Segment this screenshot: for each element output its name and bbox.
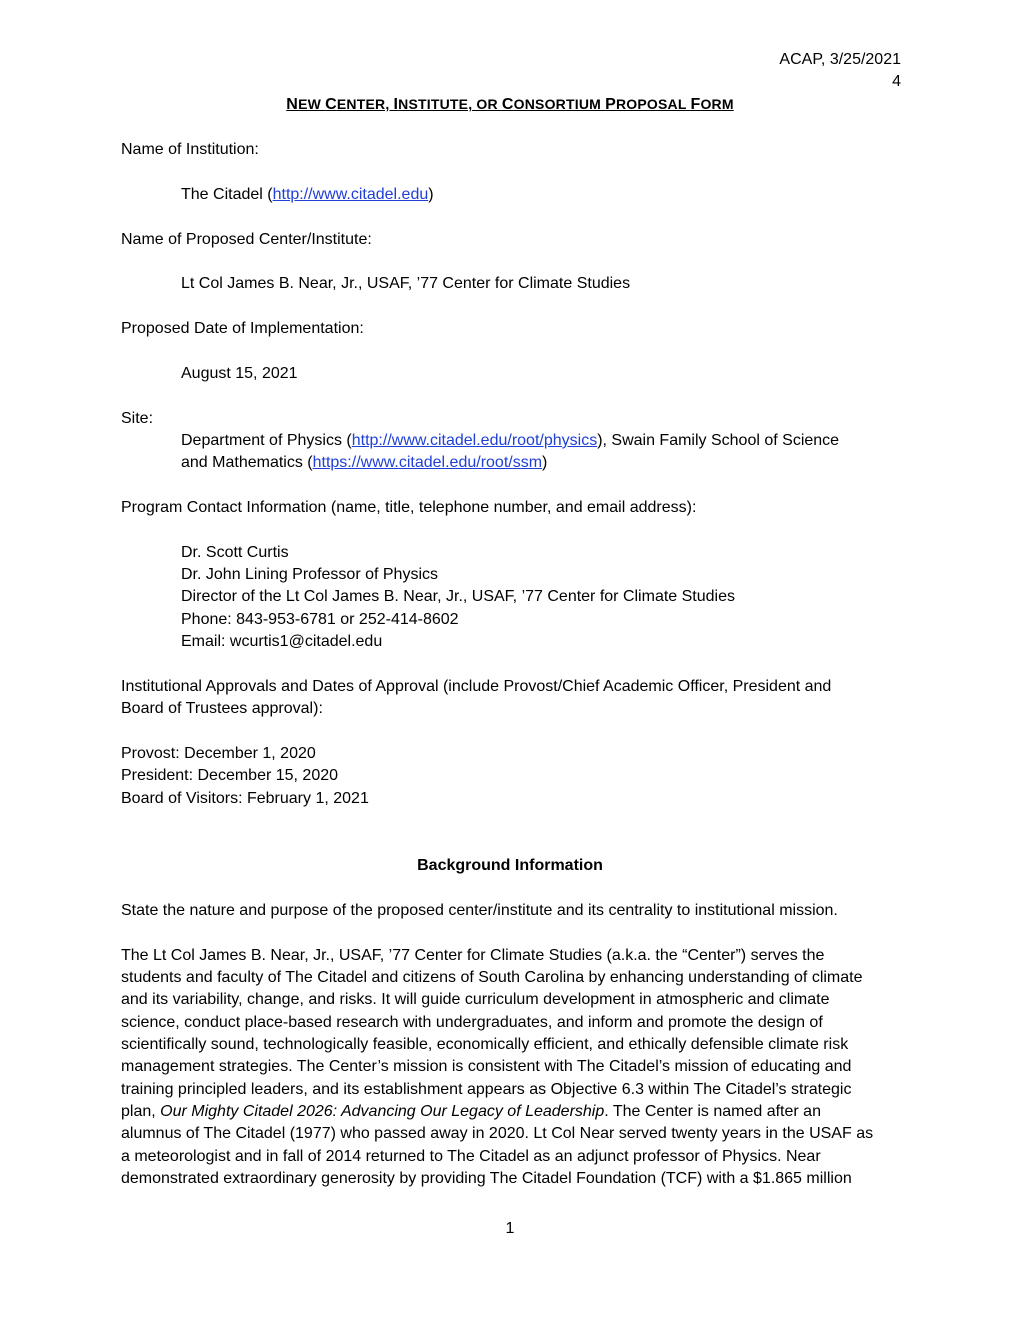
page-header bbox=[779, 49, 901, 93]
center-value: Lt Col James B. Near, Jr., USAF, ’77 Center for Climate Studies bbox=[181, 275, 631, 292]
approval-board: Board of Visitors: February 1, 2021 bbox=[121, 790, 369, 807]
background-line: training principled leaders, and its establishment appears as Objective 6.3 within The Citadel’s strategic bbox=[121, 1081, 852, 1098]
site-department: Department of Physics ( bbox=[181, 432, 352, 449]
title-cap: C bbox=[325, 96, 337, 113]
site-line-1 bbox=[181, 430, 911, 453]
background-line: demonstrated extraordinary generosity by providing The Citadel Foundation (TCF) with a $1.865 million bbox=[121, 1170, 852, 1187]
background-line: students and faculty of The Citadel and citizens of South Carolina by enhancing understanding of climate bbox=[121, 969, 863, 986]
approvals-label-line-1: Institutional Approvals and Dates of Approval (include Provost/Chief Academic Officer, President and bbox=[121, 678, 832, 695]
center-label: Name of Proposed Center/Institute: bbox=[121, 231, 372, 248]
title-rest: ROPOSAL bbox=[615, 96, 691, 112]
approval-president: President: December 15, 2020 bbox=[121, 767, 339, 784]
page-number: 1 bbox=[505, 1220, 515, 1237]
institution-paren: ) bbox=[428, 186, 434, 203]
contact-role: Director of the Lt Col James B. Near, Jr., USAF, ’77 Center for Climate Studies bbox=[181, 588, 735, 605]
ssm-url-link[interactable]: https://www.citadel.edu/root/ssm bbox=[312, 454, 543, 471]
title-cap: C bbox=[501, 96, 514, 113]
implementation-value: August 15, 2021 bbox=[181, 365, 298, 382]
form-title bbox=[0, 93, 1020, 117]
background-line-plan bbox=[121, 1101, 906, 1124]
institution-url-link[interactable]: http://www.citadel.edu bbox=[272, 186, 429, 203]
site-label: Site: bbox=[121, 410, 154, 427]
background-line: alumnus of The Citadel (1977) who passed away in 2020. Lt Col Near served twenty years in the USAF as bbox=[121, 1125, 874, 1142]
title-cap: F bbox=[690, 96, 701, 113]
title-rest: ENTER, bbox=[336, 96, 394, 112]
approval-provost: Provost: December 1, 2020 bbox=[121, 745, 316, 762]
background-line: scientifically sound, technologically feasible, economically efficient, and ethically defensible climate risk bbox=[121, 1036, 849, 1053]
strategic-plan-title: Our Mighty Citadel 2026: Advancing Our Legacy of Leadership bbox=[160, 1103, 605, 1120]
background-question: State the nature and purpose of the proposed center/institute and its centrality to institutional mission. bbox=[121, 902, 838, 919]
background-line: management strategies. The Center’s mission is consistent with The Citadel’s mission of educating and bbox=[121, 1058, 852, 1075]
title-rest: ORM bbox=[700, 96, 734, 112]
title-rest: EW bbox=[298, 96, 326, 112]
background-line: The Lt Col James B. Near, Jr., USAF, ’77 Center for Climate Studies (a.k.a. the “Center”) serves the bbox=[121, 947, 825, 964]
background-line: and its variability, change, and risks. It will guide curriculum development in atmospheric and climate bbox=[121, 991, 830, 1008]
background-line: a meteorologist and in fall of 2014 returned to The Citadel as an adjunct professor of Physics. Near bbox=[121, 1148, 821, 1165]
site-school-cont: and Mathematics ( bbox=[181, 454, 313, 471]
institution-label: Name of Institution: bbox=[121, 141, 259, 158]
background-heading: Background Information bbox=[417, 857, 603, 874]
contact-title: Dr. John Lining Professor of Physics bbox=[181, 566, 439, 583]
plan-suffix: . The Center is named after an bbox=[604, 1103, 821, 1120]
title-cap: P bbox=[605, 96, 616, 113]
institution-value bbox=[181, 184, 911, 207]
approvals-label-line-2: Board of Trustees approval): bbox=[121, 700, 323, 717]
contact-name: Dr. Scott Curtis bbox=[181, 544, 289, 561]
physics-url-link[interactable]: http://www.citadel.edu/root/physics bbox=[351, 432, 598, 449]
institution-name: The Citadel ( bbox=[181, 186, 273, 203]
background-line: science, conduct place-based research with undergraduates, and inform and promote the design of bbox=[121, 1014, 823, 1031]
site-paren: ) bbox=[542, 454, 548, 471]
plan-prefix: plan, bbox=[121, 1103, 161, 1120]
implementation-label: Proposed Date of Implementation: bbox=[121, 320, 364, 337]
contact-label: Program Contact Information (name, title, telephone number, and email address): bbox=[121, 499, 697, 516]
contact-phone: Phone: 843-953-6781 or 252-414-8602 bbox=[181, 611, 459, 628]
title-cap: I bbox=[393, 96, 399, 113]
attachment-number: 4 bbox=[892, 73, 901, 90]
header-meta: ACAP, 3/25/2021 bbox=[779, 51, 901, 68]
contact-email: Email: wcurtis1@citadel.edu bbox=[181, 633, 383, 650]
site-school: ), Swain Family School of Science bbox=[597, 432, 840, 449]
title-rest: NSTITUTE, OR bbox=[398, 96, 502, 112]
title-cap: N bbox=[286, 96, 299, 113]
site-line-2 bbox=[181, 452, 911, 475]
title-rest: ONSORTIUM bbox=[513, 96, 606, 112]
